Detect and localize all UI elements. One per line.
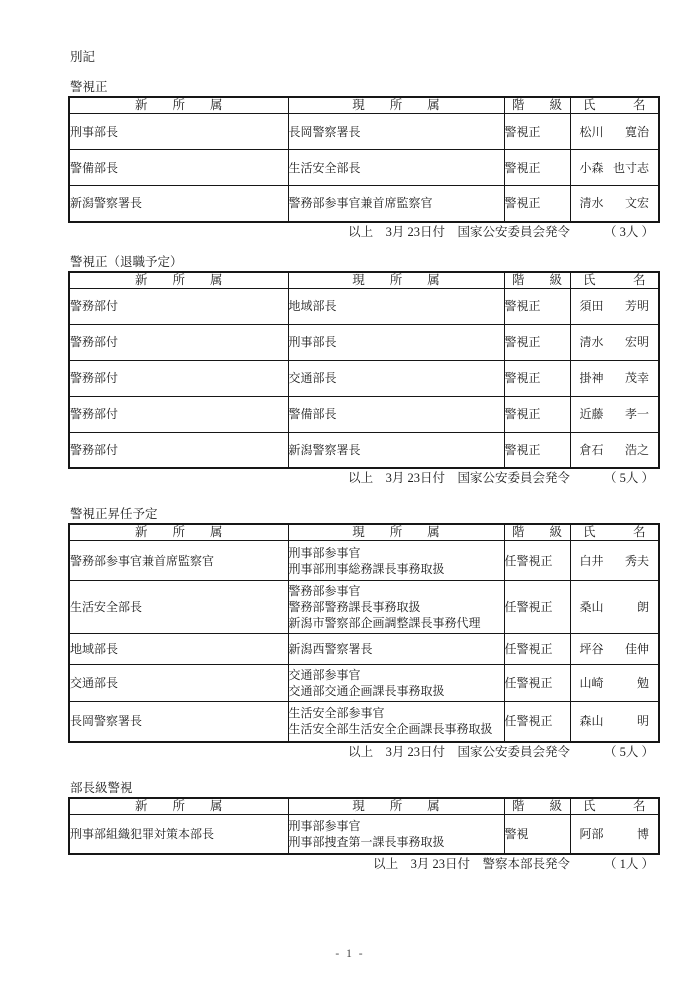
cell-new-post: 地域部長 [69,634,288,665]
name-first: 朗 [636,600,649,614]
table-taishoku [68,271,660,470]
cell-name [570,324,659,360]
cell-name [570,702,659,742]
cell-new-post: 警務部付 [69,324,288,360]
cell-current-post: 生活安全部参事官 生活安全部生活安全企画課長事務取扱 [288,702,504,742]
cell-new-post: 新潟警察署長 [69,186,288,222]
col-header-current-post: 現 所 属 [288,272,504,289]
cell-rank: 警視正 [504,150,570,186]
section-title-taishoku: 警視正（退職予定） [70,254,183,269]
table-row [69,114,659,150]
issuance-footer [68,225,658,240]
name-last: 森山 [579,714,604,729]
name-first: 茂幸 [624,371,649,385]
table-header-row [69,272,659,289]
name-last: 山崎 [579,676,604,690]
name-first: 秀夫 [624,553,649,568]
col-header-name: 氏 名 [570,798,659,815]
cell-rank: 警視正 [504,114,570,150]
name-last: 須田 [579,299,604,313]
issuance-footer [68,745,658,760]
table-row [69,324,659,360]
col-header-rank: 階 級 [504,524,570,541]
cell-rank: 警視正 [504,324,570,360]
cell-current-post: 刑事部長 [288,324,504,360]
cell-current-post: 新潟警察署長 [288,432,504,468]
cell-name [570,814,659,854]
cell-current-post: 刑事部参事官 刑事部捜査第一課長事務取扱 [288,814,504,854]
cell-name [570,581,659,634]
table-header-row [69,524,659,541]
cell-rank: 任警視正 [504,702,570,742]
headcount: （ 1人 ） [603,857,654,871]
issuance-footer [68,471,658,486]
headcount: （ 5人 ） [603,744,654,759]
col-header-current-post: 現 所 属 [288,97,504,114]
issuance-text: 以上 3月 23日付 国家公安委員会発令 [348,471,570,485]
cell-rank: 任警視正 [504,541,570,581]
document-page [68,0,658,872]
cell-current-post: 新潟西警察署長 [288,634,504,665]
name-last: 小森 [579,160,604,175]
cell-new-post: 長岡警察署長 [69,702,288,742]
name-last: 桑山 [579,600,604,614]
table-row [69,288,659,324]
name-first: 明 [636,714,649,729]
name-last: 白井 [579,553,604,568]
col-header-new-post: 新 所 属 [69,524,288,541]
table-row [69,634,659,665]
cell-current-post: 警務部参事官兼首席監察官 [288,186,504,222]
cell-rank: 警視正 [504,288,570,324]
table-row [69,150,659,186]
col-header-rank: 階 級 [504,97,570,114]
name-last: 掛神 [579,371,604,385]
cell-rank: 任警視正 [504,581,570,634]
issuance-text: 以上 3月 23日付 警察本部長発令 [373,857,570,871]
name-first: 宏明 [624,335,649,349]
table-row [69,702,659,742]
table-row [69,396,659,432]
table-row [69,814,659,854]
cell-name [570,150,659,186]
name-first: 勉 [636,676,649,690]
col-header-current-post: 現 所 属 [288,524,504,541]
table-buchokyu [68,797,660,856]
headcount: （ 5人 ） [603,471,654,485]
col-header-current-post: 現 所 属 [288,798,504,815]
table-row [69,186,659,222]
table-row [69,541,659,581]
cell-name [570,396,659,432]
issuance-text: 以上 3月 23日付 国家公安委員会発令 [348,224,570,239]
table-header-row [69,97,659,114]
name-first: 也寸志 [612,160,649,175]
cell-name [570,541,659,581]
name-first: 芳明 [624,299,649,313]
name-first: 博 [636,826,649,841]
cell-name [570,114,659,150]
cell-rank: 警視正 [504,186,570,222]
page-number: - 1 - [335,948,365,960]
name-first: 寛治 [624,124,649,139]
cell-current-post: 警務部参事官 警務部警務課長事務取扱 新潟市警察部企画調整課長事務代理 [288,581,504,634]
table-header-row [69,798,659,815]
col-header-rank: 階 級 [504,798,570,815]
cell-new-post: 刑事部長 [69,114,288,150]
cell-rank: 任警視正 [504,634,570,665]
cell-new-post: 警務部付 [69,432,288,468]
name-first: 佳伸 [624,642,649,656]
col-header-name: 氏 名 [570,524,659,541]
section-title-shonin: 警視正昇任予定 [70,507,158,521]
name-last: 近藤 [579,407,604,421]
headcount: （ 3人 ） [603,224,654,239]
cell-new-post: 警務部参事官兼首席監察官 [69,541,288,581]
table-shonin [68,523,660,743]
cell-new-post: 刑事部組織犯罪対策本部長 [69,814,288,854]
cell-current-post: 長岡警察署長 [288,114,504,150]
cell-rank: 警視 [504,814,570,854]
cell-new-post: 警務部付 [69,360,288,396]
issuance-text: 以上 3月 23日付 国家公安委員会発令 [348,744,570,759]
cell-name [570,665,659,702]
cell-name [570,360,659,396]
cell-new-post: 警備部長 [69,150,288,186]
cell-new-post: 警務部付 [69,396,288,432]
section-title-buchokyu: 部長級警視 [70,780,133,795]
table-row [69,581,659,634]
name-last: 清水 [579,196,604,211]
name-last: 清水 [579,335,604,349]
cell-new-post: 交通部長 [69,665,288,702]
table-row [69,432,659,468]
cell-rank: 警視正 [504,360,570,396]
cell-rank: 警視正 [504,432,570,468]
col-header-new-post: 新 所 属 [69,97,288,114]
table-keishisei [68,96,660,223]
section-title-keishisei: 警視正 [70,80,108,94]
cell-new-post: 生活安全部長 [69,581,288,634]
cell-current-post: 刑事部参事官 刑事部刑事総務課長事務取扱 [288,541,504,581]
cell-rank: 任警視正 [504,665,570,702]
cell-name [570,634,659,665]
cell-current-post: 生活安全部長 [288,150,504,186]
cell-name [570,288,659,324]
appendix-label: 別記 [70,50,96,64]
name-first: 浩之 [624,442,649,457]
name-last: 倉石 [579,442,604,457]
name-first: 孝一 [624,407,649,421]
col-header-name: 氏 名 [570,272,659,289]
col-header-name: 氏 名 [570,97,659,114]
name-first: 文宏 [624,196,649,211]
issuance-footer [68,857,658,872]
cell-name [570,432,659,468]
name-last: 松川 [579,124,604,139]
table-row [69,665,659,702]
cell-current-post: 警備部長 [288,396,504,432]
cell-new-post: 警務部付 [69,288,288,324]
col-header-new-post: 新 所 属 [69,798,288,815]
cell-current-post: 地域部長 [288,288,504,324]
name-last: 坪谷 [579,642,604,656]
cell-current-post: 交通部長 [288,360,504,396]
cell-name [570,186,659,222]
col-header-new-post: 新 所 属 [69,272,288,289]
table-row [69,360,659,396]
cell-rank: 警視正 [504,396,570,432]
col-header-rank: 階 級 [504,272,570,289]
name-last: 阿部 [579,826,604,841]
cell-current-post: 交通部参事官 交通部交通企画課長事務取扱 [288,665,504,702]
